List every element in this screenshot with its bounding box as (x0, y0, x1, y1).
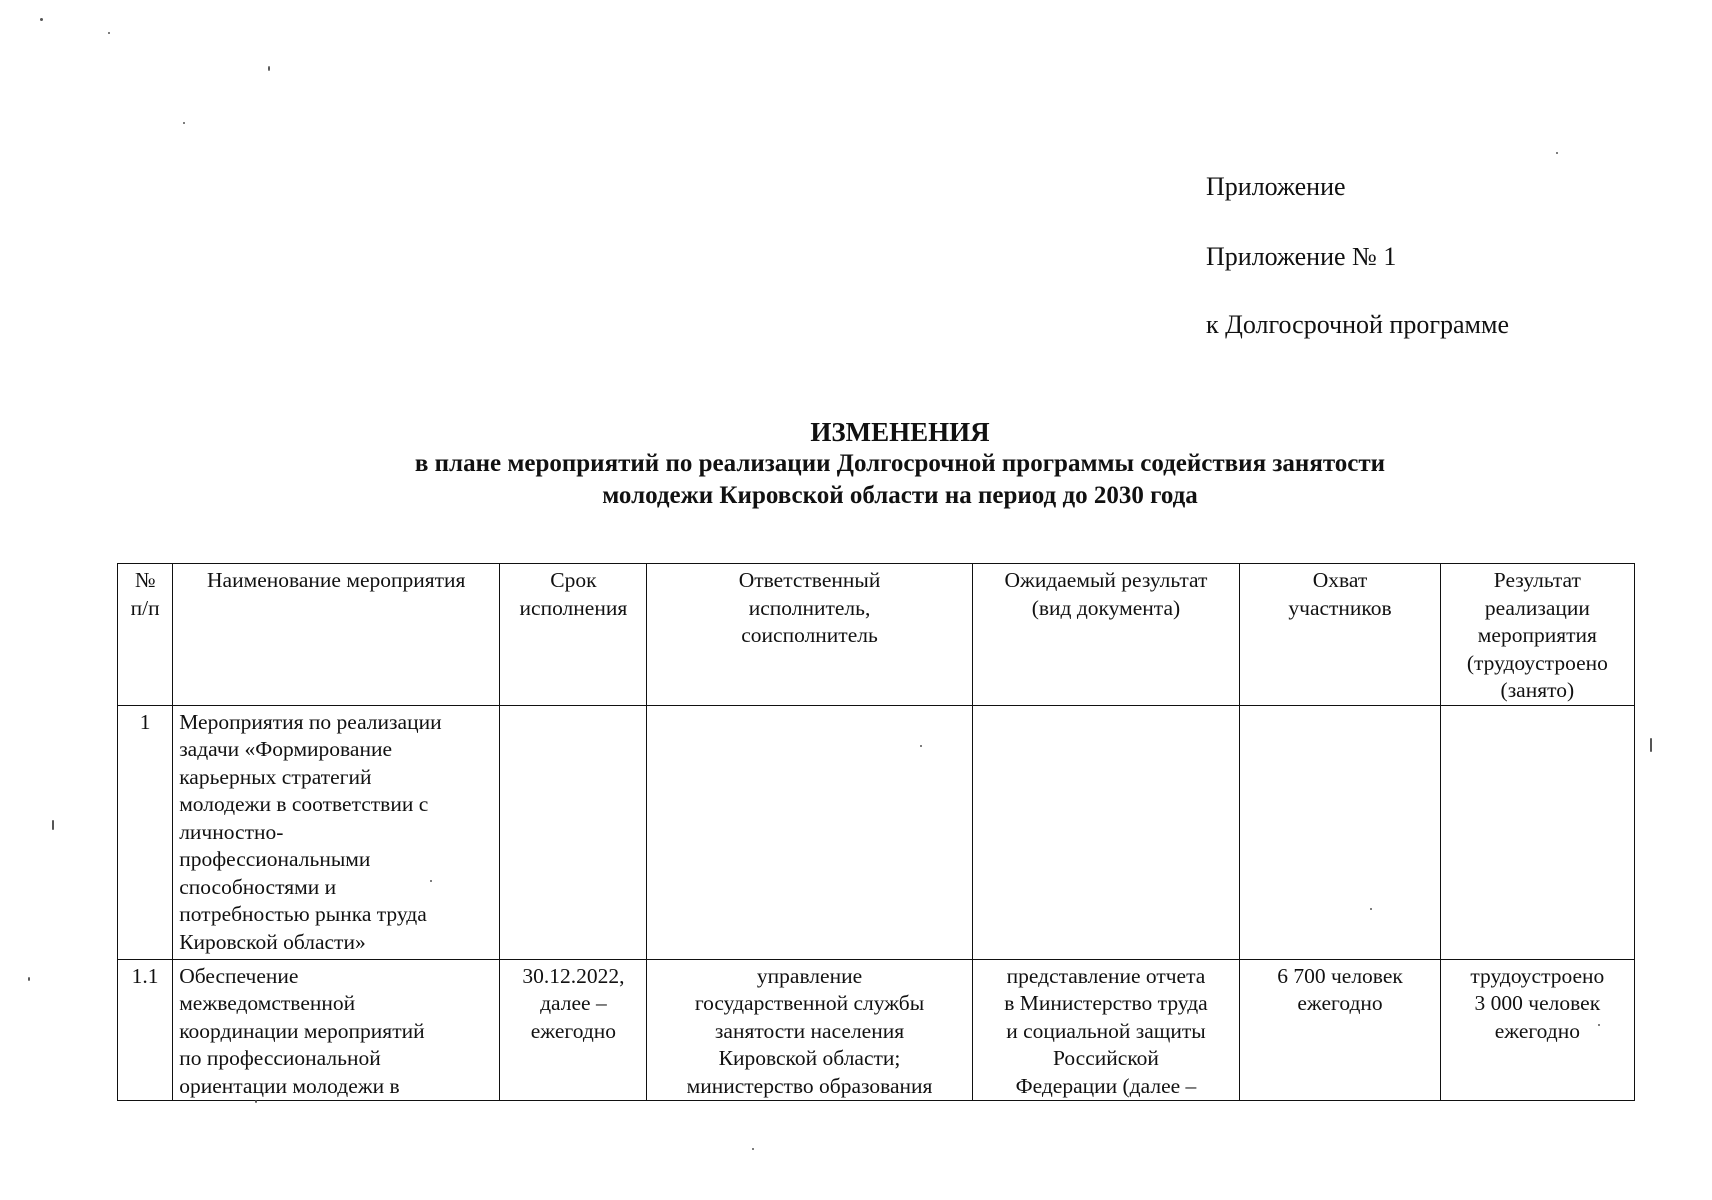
scan-speck (28, 977, 30, 981)
header-activity-name: Наименование мероприятия (173, 564, 500, 706)
header-expected-result: Ожидаемый результат (вид документа) (972, 564, 1240, 706)
row-activity-name: Обеспечение межведомственной координации мероприятий по профессиональной ориентации молодежи в (173, 959, 500, 1101)
row-coverage: 6 700 человек ежегодно (1240, 959, 1440, 1101)
scan-speck (268, 66, 270, 71)
appendix-reference: к Долгосрочной программе (1206, 310, 1509, 339)
row-number: 1 (118, 705, 173, 959)
scan-speck (752, 1148, 754, 1150)
document-subtitle-line-1: в плане мероприятий по реализации Долгосрочной программы содействия занятости (414, 450, 1386, 477)
scan-speck (255, 1100, 257, 1103)
table-row (118, 705, 1635, 959)
scan-speck (1650, 738, 1652, 752)
header-number: № п/п (118, 564, 173, 706)
appendix-label: Приложение (1206, 172, 1346, 201)
row-expected-result (972, 705, 1240, 959)
document-title-block (120, 416, 1680, 512)
document-title: ИЗМЕНЕНИЯ (810, 417, 990, 447)
row-responsible: управление государственной службы занятости населения Кировской области; министерство образования (647, 959, 972, 1101)
scan-speck (1556, 152, 1558, 154)
scan-speck (108, 32, 110, 34)
row-result: трудоустроено 3 000 человек ежегодно (1440, 959, 1634, 1101)
row-number: 1.1 (118, 959, 173, 1101)
scan-speck (52, 820, 54, 830)
scan-speck (40, 18, 43, 21)
row-expected-result: представление отчета в Министерство труда и социальной защиты Российской Федерации (далее – (972, 959, 1240, 1101)
row-result (1440, 705, 1634, 959)
row-coverage (1240, 705, 1440, 959)
header-responsible: Ответственный исполнитель, соисполнитель (647, 564, 972, 706)
table-header-row (118, 564, 1635, 706)
scan-speck (920, 745, 922, 747)
header-result: Результат реализации мероприятия (трудоустроено (занято) (1440, 564, 1634, 706)
appendix-number: Приложение № 1 (1206, 242, 1397, 271)
activities-plan-table (117, 563, 1635, 1101)
header-deadline: Срок исполнения (500, 564, 647, 706)
table-row (118, 959, 1635, 1101)
scan-speck (430, 880, 432, 882)
document-subtitle-line-2: молодежи Кировской области на период до 2030 года (602, 482, 1198, 509)
scan-speck (1598, 1024, 1600, 1026)
row-deadline: 30.12.2022, далее – ежегодно (500, 959, 647, 1101)
scan-speck (1370, 908, 1372, 910)
row-activity-name: Мероприятия по реализации задачи «Формирование карьерных стратегий молодежи в соответствии с личностно- профессиональными способностями и потребностью рынка труда Кировской области» (173, 705, 500, 959)
row-deadline (500, 705, 647, 959)
scan-speck (183, 122, 185, 124)
row-responsible (647, 705, 972, 959)
header-coverage: Охват участников (1240, 564, 1440, 706)
